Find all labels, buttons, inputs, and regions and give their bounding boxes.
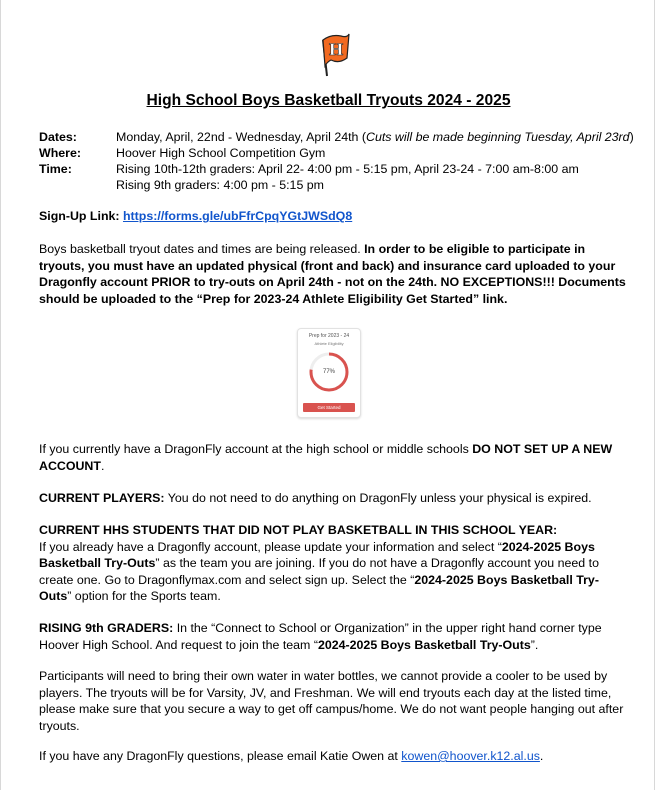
dates-value: Monday, April, 22nd - Wednesday, April 24th (Cuts will be made beginning Tuesday, April 23rd) — [116, 130, 634, 144]
signup-link[interactable]: https://forms.gle/ubFfrCpqYGtJWSdQ8 — [122, 209, 353, 223]
intro-paragraph: Boys basketball tryout dates and times are being released. In order to be eligible to participate in tryouts, you must have an updated physical (front and back) and insurance card uploaded to your Dragonfly account PRIOR to try-outs on April 24th - not on the 24th. NO EXCEPTIONS!!! Documents should be uploaded to the “Prep for 2023-24 Athlete Eligibility Get Started” link. — [39, 242, 626, 306]
school-flag-logo — [309, 28, 351, 80]
rising-9th-paragraph: RISING 9th GRADERS: In the “Connect to School or Organization” in the upper right hand corner type Hoover High School. And request to join the team “2024-2025 Boys Basketball Try-Outs”. — [39, 621, 602, 652]
time-line-rising-9th: Rising 9th graders: 4:00 pm - 5:15 pm — [116, 178, 324, 192]
account-paragraph: If you currently have a DragonFly account at the high school or middle schools DO NOT SET UP A NEW ACCOUNT. — [39, 442, 613, 473]
time-line-upperclass: Rising 10th-12th graders: April 22- 4:00 pm - 5:15 pm, April 23-24 - 7:00 am-8:00 am — [116, 162, 579, 176]
team-name: 2024-2025 Boys Basketball Try-Outs — [39, 539, 595, 570]
where-value: Hoover High School Competition Gym — [116, 146, 326, 160]
card-title: Prep for 2023 - 24 — [308, 333, 350, 339]
account-warning: DO NOT SET UP A NEW ACCOUNT — [39, 442, 613, 473]
current-players-paragraph: CURRENT PLAYERS: You do not need to do anything on DragonFly unless your physical is expired. — [39, 491, 592, 505]
time-values — [116, 161, 579, 193]
tryout-details — [39, 129, 634, 193]
time-row — [39, 161, 634, 193]
rising-9th-heading: RISING 9th GRADERS: — [39, 621, 174, 635]
hhs-students-heading: CURRENT HHS STUDENTS THAT DID NOT PLAY BASKETBALL IN THIS SCHOOL YEAR: — [39, 523, 558, 537]
participants-paragraph: Participants will need to bring their own water in water bottles, we cannot provide a cooler to be used by players. The tryouts will be for Varsity, JV, and Freshman. We will end tryouts each day at the listed time, please make sure that you secure a way to get off campus/home. We do not want people hanging out after tryouts. — [39, 669, 624, 733]
questions-paragraph: If you have any DragonFly questions, please email Katie Owen at kowen@hoover.k12.al.us. — [39, 749, 544, 763]
card-subtitle: Athlete Eligibility — [314, 341, 344, 346]
dates-row — [39, 129, 634, 145]
page-title: High School Boys Basketball Tryouts 2024 - 2025 — [146, 92, 511, 109]
time-label: Time: — [39, 162, 72, 176]
team-name: 2024-2025 Boys Basketball Try-Outs — [317, 637, 531, 652]
team-name: 2024-2025 Boys Basketball Try-Outs — [39, 572, 599, 603]
where-row — [39, 145, 634, 161]
where-label: Where: — [39, 146, 81, 160]
dates-label: Dates: — [39, 130, 77, 144]
signup-line — [39, 209, 352, 223]
hhs-students-paragraph: CURRENT HHS STUDENTS THAT DID NOT PLAY BASKETBALL IN THIS SCHOOL YEAR: If you already have a Dragonfly account, please update your information and select “2024-2025 Boys Basketball Try-Outs” as the team you are joining. If you do not have a Dragonfly account you need to create one. Go to Dragonflymax.com and select sign up. Select the “2024-2025 Boys Basketball Try-Outs” option for the Sports team. — [39, 522, 629, 605]
flag-letter: H — [328, 40, 344, 59]
cuts-note: Cuts will be made beginning Tuesday, April 23rd — [366, 130, 630, 144]
email-link[interactable]: kowen@hoover.k12.al.us — [401, 749, 540, 763]
eligibility-requirement: In order to be eligible to participate in tryouts, you must have an updated physical (front and back) and insurance card uploaded to your Dragonfly account PRIOR to try-outs on April 24th - not on the 24th. NO EXCEPTIONS!!! Documents should be uploaded to the “Prep for 2023-24 Athlete Eligibility Get Started” link. — [39, 242, 626, 306]
eligibility-card — [297, 328, 361, 418]
progress-percent: 77% — [322, 369, 335, 375]
signup-label: Sign-Up Link: — [39, 209, 123, 223]
current-players-heading: CURRENT PLAYERS: — [39, 491, 165, 505]
get-started-button[interactable]: Get Started — [303, 403, 355, 412]
